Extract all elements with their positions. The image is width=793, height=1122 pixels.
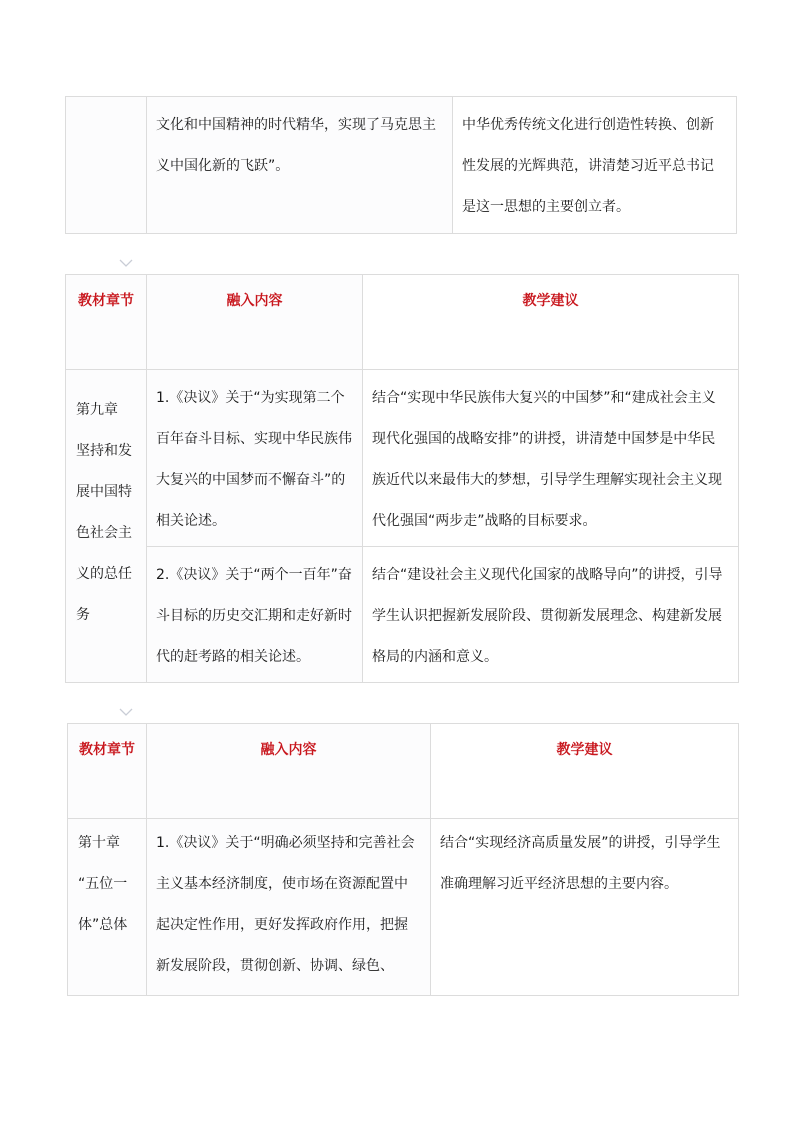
- suggestion-cell: 结合“实现经济高质量发展”的讲授，引导学生准确理解习近平经济思想的主要内容。: [431, 819, 739, 996]
- chapter-cell: [68, 819, 147, 996]
- chapter-number: 第九章: [76, 402, 118, 418]
- content-cell: 1.《决议》关于“明确必须坚持和完善社会主义基本经济制度，使市场在资源配置中起决定性作用，更好发挥政府作用，把握新发展阶段，贯彻创新、协调、绿色、: [147, 819, 431, 996]
- header-chapter: 教材章节: [66, 275, 147, 370]
- table-header-row: [68, 724, 739, 819]
- suggestion-cell: 结合“建设社会主义现代化国家的战略导向”的讲授，引导学生认识把握新发展阶段、贯彻新发展理念、构建新发展格局的内涵和意义。: [363, 547, 739, 683]
- table-chapter-9: [65, 274, 739, 683]
- table-row: [66, 370, 739, 547]
- chapter-cell: [66, 97, 147, 234]
- table-row: [68, 819, 739, 996]
- suggestion-cell: 结合“实现中华民族伟大复兴的中国梦”和“建成社会主义现代化强国的战略安排”的讲授，讲清楚中国梦是中华民族近代以来最伟大的梦想，引导学生理解实现社会主义现代化强国“两步走”战略的目标要求。: [363, 370, 739, 547]
- chapter-cell: [66, 370, 147, 683]
- header-suggestion: 教学建议: [431, 724, 739, 819]
- chevron-down-icon: [119, 708, 133, 716]
- table-header-row: [66, 275, 739, 370]
- header-content: 融入内容: [147, 275, 363, 370]
- table-row: [66, 97, 737, 234]
- table-chapter-10: [67, 723, 739, 996]
- chapter-title: “五位一体”总体: [78, 876, 128, 933]
- table-continuation: [65, 96, 737, 234]
- chevron-down-icon: [119, 259, 133, 267]
- content-cell: 1.《决议》关于“为实现第二个百年奋斗目标、实现中华民族伟大复兴的中国梦而不懈奋斗”的相关论述。: [147, 370, 363, 547]
- header-suggestion: 教学建议: [363, 275, 739, 370]
- header-chapter: 教材章节: [68, 724, 147, 819]
- content-cell: 2.《决议》关于“两个一百年”奋斗目标的历史交汇期和走好新时代的赶考路的相关论述。: [147, 547, 363, 683]
- header-content: 融入内容: [147, 724, 431, 819]
- table-row: [66, 547, 739, 683]
- content-cell: 文化和中国精神的时代精华，实现了马克思主义中国化新的飞跃”。: [147, 97, 453, 234]
- chapter-title: 坚持和发展中国特色社会主义的总任务: [76, 443, 132, 623]
- chapter-number: 第十章: [78, 835, 120, 851]
- suggestion-cell: 中华优秀传统文化进行创造性转换、创新性发展的光辉典范，讲清楚习近平总书记是这一思想的主要创立者。: [453, 97, 737, 234]
